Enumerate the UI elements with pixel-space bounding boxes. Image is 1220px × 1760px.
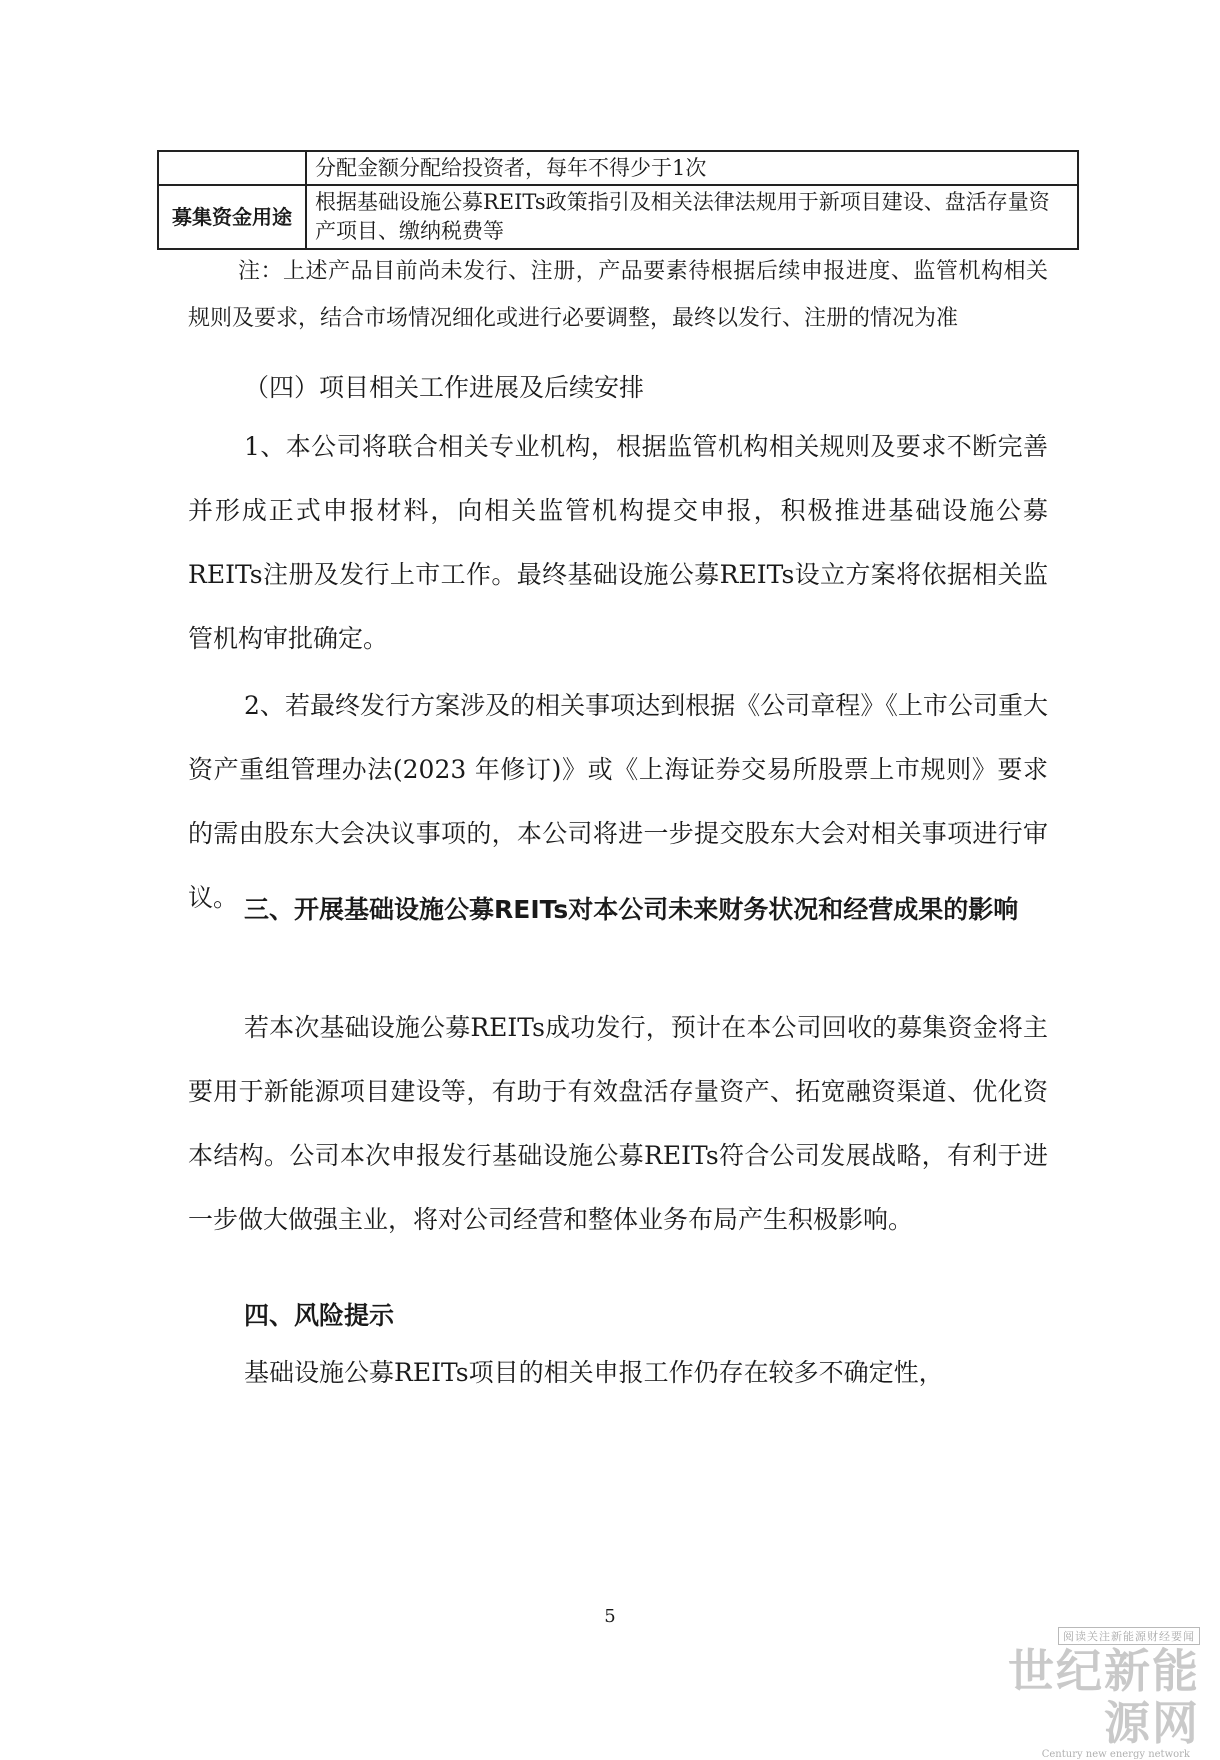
subsection-heading: （四）项目相关工作进展及后续安排 [244,373,645,402]
section-heading-risk: 四、风险提示 [244,1301,395,1330]
watermark-logo-text: 世纪新能源网 [1008,1644,1200,1750]
table-note: 注：上述产品目前尚未发行、注册，产品要素待根据后续申报进度、监管机构相关规则及要求，结合市场情况细化或进行必要调整，最终以发行、注册的情况为准 [188,259,1048,331]
paragraph-progress-2: 2、若最终发行方案涉及的相关事项达到根据《公司章程》《上市公司重大资产重组管理办法(2023 年修订)》或《上海证券交易所股票上市规则》要求的需由股东大会决议事项的，本公司将进一步提交股东大会对相关事项进行审议。 [188,691,1048,912]
product-elements-table [157,150,1079,250]
table-value-cell: 分配金额分配给投资者，每年不得少于1次 [306,151,1078,185]
table-row [158,151,1078,185]
watermark-tagline: 阅读关注新能源财经要闻 [1058,1627,1200,1645]
watermark-subtitle: Century new energy network [1041,1749,1190,1760]
watermark [980,1625,1200,1760]
paragraph-progress-1: 1、本公司将联合相关专业机构，根据监管机构相关规则及要求不断完善并形成正式申报材料，向相关监管机构提交申报，积极推进基础设施公募REITs注册及发行上市工作。最终基础设施公募REITs设立方案将依据相关监管机构审批确定。 [188,432,1048,653]
table-value-cell: 根据基础设施公募REITs政策指引及相关法律法规用于新项目建设、盘活存量资产项目、缴纳税费等 [306,185,1078,249]
table-label-cell: 募集资金用途 [158,185,306,249]
paragraph-impact: 若本次基础设施公募REITs成功发行，预计在本公司回收的募集资金将主要用于新能源项目建设等，有助于有效盘活存量资产、拓宽融资渠道、优化资本结构。公司本次申报发行基础设施公募REITs符合公司发展战略，有利于进一步做大做强主业，将对公司经营和整体业务布局产生积极影响。 [188,1013,1048,1234]
page-number: 5 [604,1606,616,1627]
paragraph-risk: 基础设施公募REITs项目的相关申报工作仍存在较多不确定性， [244,1358,944,1387]
table-row [158,185,1078,249]
section-heading-impact: 三、开展基础设施公募REITs对本公司未来财务状况和经营成果的影响 [244,895,1019,924]
table-label-cell [158,151,306,185]
